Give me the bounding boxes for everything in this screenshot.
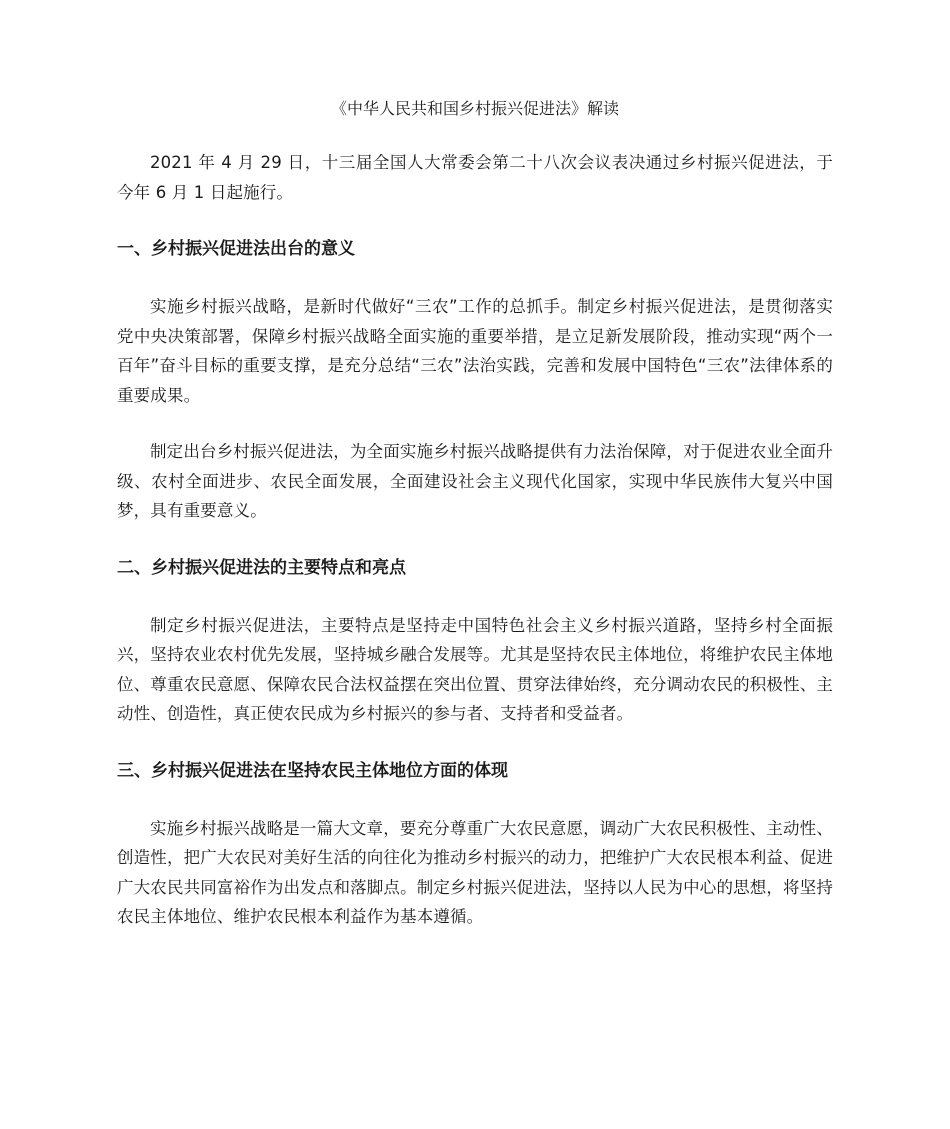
intro-paragraph: 2021 年 4 月 29 日，十三届全国人大常委会第二十八次会议表决通过乡村振兴促进法，于今年 6 月 1 日起施行。 [117,153,833,202]
section-1-paragraph-1: 实施乡村振兴战略，是新时代做好“三农”工作的总抓手。制定乡村振兴促进法，是贯彻落实党中央决策部署，保障乡村振兴战略全面实施的重要举措，是立足新发展阶段，推动实现“两个一百年”奋斗目标的重要支撑，是充分总结“三农”法治实践，完善和发展中国特色“三农”法律体系的重要成果。 [117,297,833,405]
section-1-paragraph-2: 制定出台乡村振兴促进法，为全面实施乡村振兴战略提供有力法治保障，对于促进农业全面升级、农村全面进步、农民全面发展，全面建设社会主义现代化国家，实现中华民族伟大复兴中国梦，具有重要意义。 [117,442,833,520]
section-2-paragraph-1: 制定乡村振兴促进法，主要特点是坚持走中国特色社会主义乡村振兴道路，坚持乡村全面振兴，坚持农业农村优先发展，坚持城乡融合发展等。尤其是坚持农民主体地位，将维护农民主体地位、尊重农民意愿、保障农民合法权益摆在突出位置、贯穿法律始终，充分调动农民的积极性、主动性、创造性，真正使农民成为乡村振兴的参与者、支持者和受益者。 [117,615,833,723]
document-title: 《中华人民共和国乡村振兴促进法》解读 [330,99,619,118]
section-1-heading: 一、乡村振兴促进法出台的意义 [117,239,355,259]
section-3-paragraph-1: 实施乡村振兴战略是一篇大文章，要充分尊重广大农民意愿，调动广大农民积极性、主动性、创造性，把广大农民对美好生活的向往化为推动乡村振兴的动力，把维护广大农民根本利益、促进广大农民共同富裕作为出发点和落脚点。制定乡村振兴促进法，坚持以人民为中心的思想，将坚持农民主体地位、维护农民根本利益作为基本遵循。 [117,818,833,926]
section-3-heading: 三、乡村振兴促进法在坚持农民主体地位方面的体现 [117,760,508,781]
section-2-heading: 二、乡村振兴促进法的主要特点和亮点 [117,557,406,578]
